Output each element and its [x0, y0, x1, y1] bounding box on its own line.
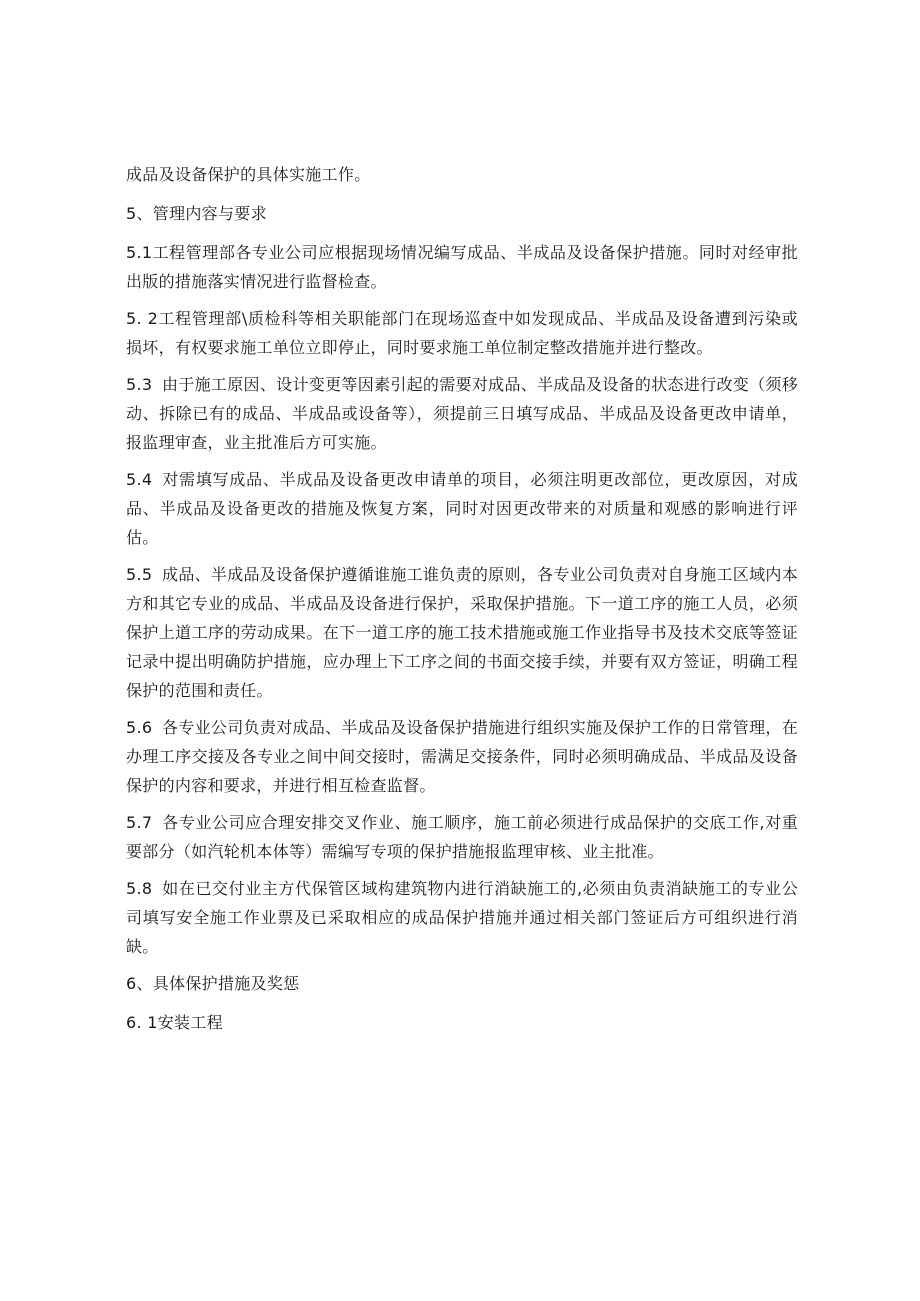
- paragraph-number: 5.8: [126, 879, 153, 898]
- paragraph-number: 5.7: [126, 813, 153, 832]
- paragraph-5-1: 5.1工程管理部各专业公司应根据现场情况编写成品、半成品及设备保护措施。同时对经审批出版的措施落实情况进行监督检查。: [126, 243, 798, 291]
- paragraph-number: 5.4: [126, 470, 153, 489]
- subsection-heading-6-1: 6. 1安装工程: [126, 1013, 223, 1032]
- paragraph-number: 5.5: [126, 565, 153, 584]
- paragraph-intro: 成品及设备保护的具体实施工作。: [126, 165, 371, 184]
- paragraph-number: 5.3: [126, 375, 153, 394]
- paragraph-5-3: 5.3 由于施工原因、设计变更等因素引起的需要对成品、半成品及设备的状态进行改变（须移动、拆除已有的成品、半成品或设备等），须提前三日填写成品、半成品及设备更改申请单，报监理审查，业主批准后方可实施。: [126, 370, 798, 457]
- paragraph-5-2: 5. 2工程管理部\质检科等相关职能部门在现场巡查中如发现成品、半成品及设备遭到污染或损坏，有权要求施工单位立即停止，同时要求施工单位制定整改措施并进行整改。: [126, 309, 798, 357]
- paragraph-5-4: 5.4 对需填写成品、半成品及设备更改申请单的项目，必须注明更改部位，更改原因，对成品、半成品及设备更改的措施及恢复方案，同时对因更改带来的对质量和观感的影响进行评估。: [126, 465, 798, 552]
- paragraph-5-6: 5.6 各专业公司负责对成品、半成品及设备保护措施进行组织实施及保护工作的日常管理，在办理工序交接及各专业之间中间交接时，需满足交接条件，同时必须明确成品、半成品及设备保护的内容和要求，并进行相互检查监督。: [126, 713, 798, 800]
- document-page: [126, 160, 798, 1047]
- paragraph-5-8: 5.8 如在已交付业主方代保管区域构建筑物内进行消缺施工的,必须由负责消缺施工的专业公司填写安全施工作业票及已采取相应的成品保护措施并通过相关部门签证后方可组织进行消缺。: [126, 874, 798, 961]
- section-heading-6: 6、具体保护措施及奖惩: [126, 974, 300, 993]
- section-heading-5: 5、管理内容与要求: [126, 204, 267, 223]
- paragraph-number: 5.6: [126, 718, 153, 737]
- paragraph-5-7: 5.7 各专业公司应合理安排交叉作业、施工顺序，施工前必须进行成品保护的交底工作,对重要部分（如汽轮机本体等）需编写专项的保护措施报监理审核、业主批准。: [126, 808, 798, 866]
- paragraph-5-5: 5.5 成品、半成品及设备保护遵循谁施工谁负责的原则，各专业公司负责对自身施工区域内本方和其它专业的成品、半成品及设备进行保护，采取保护措施。下一道工序的施工人员，必须保护上道工序的劳动成果。在下一道工序的施工技术措施或施工作业指导书及技术交底等签证记录中提出明确防护措施，应办理上下工序之间的书面交接手续，并要有双方签证，明确工程保护的范围和责任。: [126, 560, 798, 705]
